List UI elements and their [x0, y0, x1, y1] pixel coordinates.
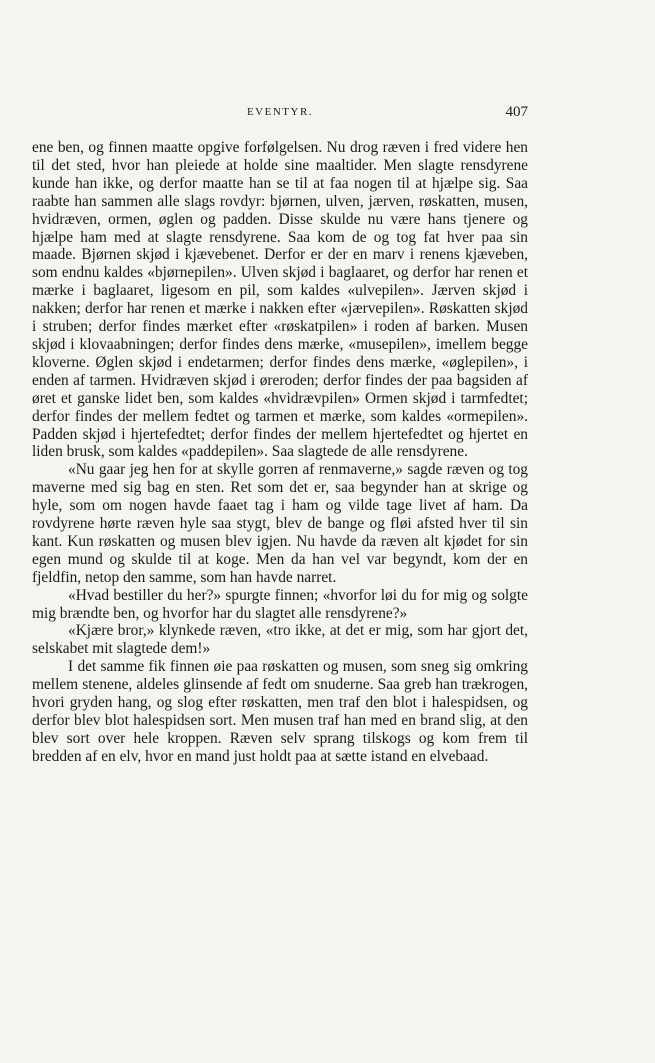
paragraph: ene ben, og finnen maatte opgive forfølgelsen. Nu drog ræven i fred videre hen til det sted, hvor han pleiede at holde sine maaltider. Men slagte rensdyrene kunde han ikke, og derfor maatte han se til at faa nogen til at hjælpe sig. Saa raabte han sammen alle slags rovdyr: bjørnen, ulven, jærven, røskatten, musen, hvidræven, ormen, øglen og padden. Disse skulde nu være hans tjenere og hjælpe ham med at slagte rensdyrene. Saa kom de og tog fat hver paa sin maade. Bjørnen skjød i kjævebenet. Derfor er der en marv i renens kjæveben, som endnu kaldes «bjørnepilen». Ulven skjød i baglaaret, og derfor har renen et mærke i baglaaret, ligesom en pil, som kaldes «ulvepilen». Jærven skjød i nakken; derfor har renen et mærke i nakken efter «jærvepilen». Røskatten skjød i struben; derfor findes mærket efter «røskatpilen» i roden af barken. Musen skjød i klovaabningen; derfor findes dens mærke, «musepilen», imellem begge kloverne. Øglen skjød i endetarmen; derfor findes dens mærke, «øglepilen», i enden af tarmen. Hvidræven skjød i øreroden; derfor findes der paa bagsiden af øret et ganske lidet ben, som kaldes «hvidrævpilen» Ormen skjød i tarmfedtet; derfor findes der mellem fedtet og tarmen et mærke, som kaldes «ormepilen». Padden skjød i hjertefedtet; derfor findes der mellem hjertefedtet og hjertet en liden brusk, som kaldes «paddepilen». Saa slagtede de alle rensdyrene. [32, 139, 528, 461]
body-text [32, 139, 528, 766]
page-header [32, 104, 528, 124]
paragraph: «Hvad bestiller du her?» spurgte finnen; «hvorfor løi du for mig og solgte mig brændte ben, og hvorfor har du slagtet alle rensdyrene?» [32, 586, 528, 622]
paragraph: «Nu gaar jeg hen for at skylle gorren af renmaverne,» sagde ræven og tog maverne med sig bag en sten. Ret som det er, saa begynder han at skrige og hyle, som om nogen havde faaet tag i ham og vilde tage livet af ham. Da rovdyrene hørte ræven hyle saa stygt, blev de bange og fløi afsted hver til sin kant. Kun røskatten og musen blev igjen. Nu havde da ræven alt kjødet for sin egen mund og skulde til at koge. Men da han vel var begyndt, kom der en fjeldfin, netop den samme, som han havde narret. [32, 461, 528, 586]
paragraph: «Kjære bror,» klynkede ræven, «tro ikke, at det er mig, som har gjort det, selskabet mit slagtede dem!» [32, 622, 528, 658]
page-number: 407 [505, 104, 528, 120]
running-head: EVENTYR. [246, 106, 314, 118]
paragraph: I det samme fik finnen øie paa røskatten og musen, som sneg sig omkring mellem stenene, aldeles glinsende af fedt om snuderne. Saa greb han trækrogen, hvori gryden hang, og slog efter røskatten, men traf den blot i halespidsen, og derfor blev blot halespidsen sort. Men musen traf han med en brand slig, at den blev sort over hele kroppen. Ræven selv sprang tilskogs og kom frem til bredden af en elv, hvor en mand just holdt paa at sætte istand en elvebaad. [32, 658, 528, 765]
